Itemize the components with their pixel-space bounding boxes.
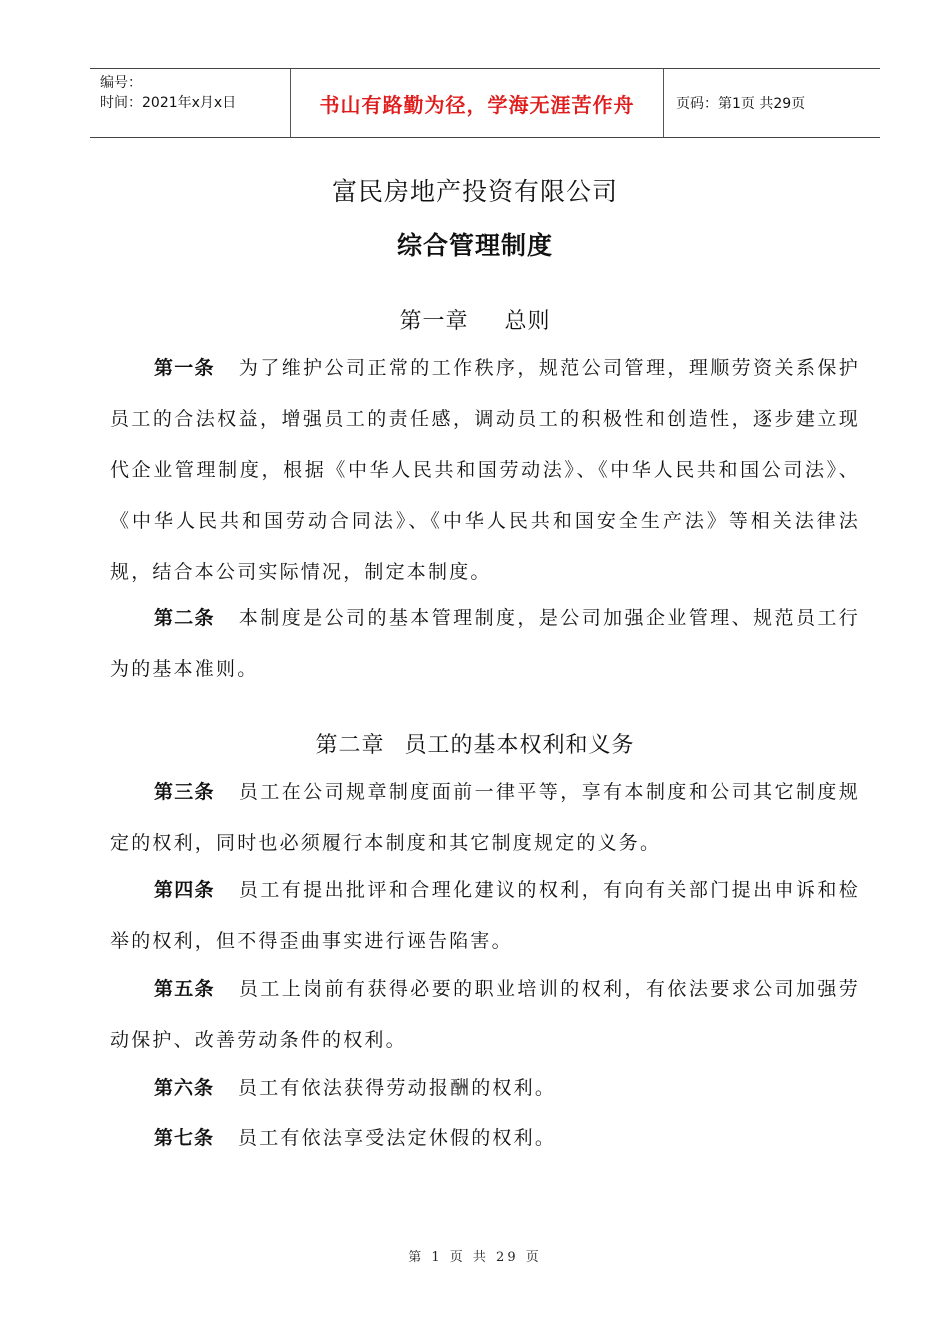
header-page-label: 页码：第1页 共29页	[676, 96, 806, 112]
article	[110, 593, 860, 695]
company-title: 富民房地产投资有限公司	[331, 177, 618, 206]
code-label: 编号：	[100, 75, 142, 91]
article-number: 第一条	[154, 357, 215, 379]
article-text: 员工有依法获得劳动报酬的权利。	[238, 1077, 557, 1099]
article-text: 员工有提出批评和合理化建议的权利，有向有关部门提出申诉和检举的权利，但不得歪曲事实进行诬告陷害。	[110, 879, 860, 952]
article-text: 本制度是公司的基本管理制度，是公司加强企业管理、规范员工行为的基本准则。	[110, 607, 860, 680]
article	[110, 964, 860, 1066]
article	[110, 1113, 860, 1164]
article-text: 员工上岗前有获得必要的职业培训的权利，有依法要求公司加强劳动保护、改善劳动条件的权利。	[110, 978, 860, 1051]
chapter-name: 员工的基本权利和义务	[404, 733, 635, 758]
chapter-name: 总则	[504, 309, 551, 334]
header-info-cell	[90, 69, 291, 137]
chapter-heading	[0, 728, 950, 759]
header-motto: 书山有路勤为径，学海无涯苦作舟	[291, 69, 664, 137]
article-number: 第五条	[154, 978, 215, 1000]
article-number: 第七条	[154, 1127, 215, 1149]
article	[110, 343, 860, 598]
article-number: 第四条	[154, 879, 215, 901]
article-number: 第二条	[154, 607, 215, 629]
chapter-number: 第一章	[399, 309, 469, 334]
chapter-heading	[0, 304, 950, 335]
chapter-number: 第二章	[315, 733, 385, 758]
header-table	[90, 68, 880, 138]
article-text: 为了维护公司正常的工作秩序，规范公司管理，理顺劳资关系保护员工的合法权益，增强员工的责任感，调动员工的积极性和创造性，逐步建立现代企业管理制度，根据《中华人民共和国劳动法》、《中华人民共和国公司法》、《中华人民共和国劳动合同法》、《中华人民共和国安全生产法》等相关法律法规，结合本公司实际情况，制定本制度。	[110, 357, 860, 583]
page-footer: 第 1 页 共 29 页	[408, 1250, 542, 1265]
article-number: 第三条	[154, 781, 215, 803]
article-text: 员工在公司规章制度面前一律平等，享有本制度和公司其它制度规定的权利，同时也必须履行本制度和其它制度规定的义务。	[110, 781, 860, 854]
document-title: 综合管理制度	[396, 231, 553, 260]
article-text: 员工有依法享受法定休假的权利。	[238, 1127, 557, 1149]
article-number: 第六条	[154, 1077, 215, 1099]
article	[110, 1063, 860, 1114]
article	[110, 767, 860, 869]
article	[110, 865, 860, 967]
time-label: 时间：2021年x月x日	[100, 95, 237, 111]
